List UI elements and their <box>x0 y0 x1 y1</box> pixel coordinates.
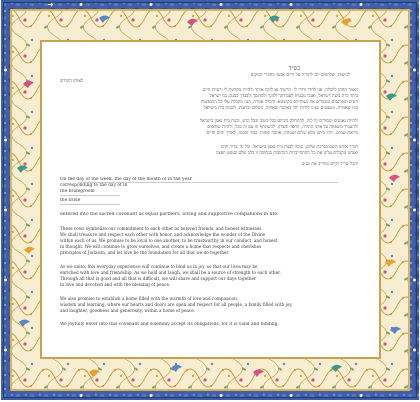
groom-rule <box>60 195 120 196</box>
entered-line: entered into the sacred covenant as equal partners, loving and supportive companions in life. <box>60 212 279 217</box>
hebrew-line-1: לנישות, שלושים יום לתורה על חיים אנשי כחברי המקום <box>250 73 350 78</box>
hebrew-heading: בס״ד <box>288 65 300 72</box>
hebrew-closing: והכל שריר וקיים ומחייב את שנינו <box>301 162 358 167</box>
groom-line: the bridegroom <box>60 189 95 194</box>
english-closing: We joyfully enter into this covenant and solemnly accept its obligations, for it is valid and binding. <box>60 322 279 327</box>
english-date-line: On the day of the week, the day of the month of in the year <box>60 177 192 182</box>
hebrew-line-2: לאותו הקודש <box>60 79 84 84</box>
date-rule <box>78 182 338 183</box>
bride-rule <box>60 204 120 205</box>
bride-line: the bride <box>60 198 81 203</box>
english-date-line-2: corresponding to the day of in <box>60 183 128 188</box>
